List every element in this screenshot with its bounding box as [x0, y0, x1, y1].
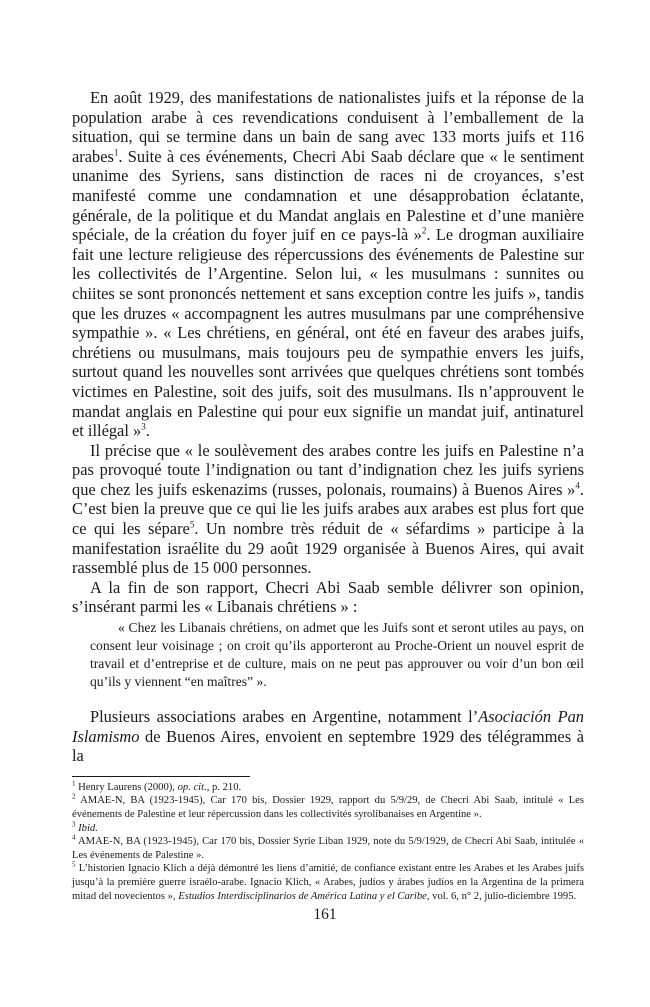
footnote-text: AMAE-N, BA (1923-1945), Car 170 bis, Dossier 1929, rapport du 5/9/29, de Checri Abi Saab, intitulé « Les événements de Palestine et leur répercussion dans les collectivités syrolibanaises en Argentine ». [72, 795, 584, 820]
footnote-number: 4 [72, 833, 76, 842]
footnotes [72, 781, 584, 903]
footnote-emphasis: op. cit. [177, 781, 207, 793]
footnote-number: 5 [72, 860, 76, 869]
paragraph-text: de Buenos Aires, envoient en septembre 1929 des télégrammes à la [72, 726, 584, 766]
footnote-separator [72, 776, 250, 777]
page-number: 161 [313, 906, 337, 923]
emphasis-text: Asociación Pan Islamismo [72, 707, 584, 746]
paragraph-1 [72, 88, 584, 441]
paragraph-text: . [145, 421, 150, 441]
block-quote: « Chez les Libanais chrétiens, on admet que les Juifs sont et seront utiles au pays, on consent leur voisinage ; on croit qu’ils apporteront au Proche-Orient un nouvel esprit de travail et d’entreprise et de culture, mais on ne peut pas approuver ou voir d’un bon œil qu’ils y viennent “en maîtres” ». [90, 620, 584, 690]
footnote-text: L’historien Ignacio Klich a déjà démontré les liens d’amitié, de confiance existant entre les Arabes et les Arabes juifs jusqu’à la première guerre israélo-arabe. Ignacio Klich, « Arabes, judíos y árabes judíos en la Argentina de la primera mitad del novecientos », [72, 863, 584, 902]
footnote-4 [72, 835, 584, 862]
footnote-number: 1 [72, 779, 76, 788]
footnote-3 [72, 822, 584, 836]
footnote-number: 2 [72, 792, 76, 801]
paragraph-text: . Un nombre très réduit de « séfardims » participe à la manifestation israélite du 29 août 1929 organisée à Buenos Aires, qui avait rassemblé plus de 15 000 personnes. [72, 519, 584, 578]
footnote-ref-1[interactable]: 1 [113, 147, 119, 158]
paragraph-text: . Le drogman auxiliaire fait une lecture religieuse des répercussions des événements de Palestine sur les collectivités de l’Argentine. Selon lui, « les musulmans : sunnites ou chiites se sont prononcés nettement et sans exception contre les juifs », tandis que les druzes « accompagnent les autres musulmans par une compréhensive sympathie ». « Les chrétiens, en général, ont été en faveur des arabes juifs, chrétiens ou musulmans, mais toujours peu de sympathie envers les juifs, surtout quand les nouvelles sont arrivées que quelques chrétiens sont tombés victimes en Palestine, soit des juifs, soit des musulmans. Ils n’approuvent le mandat anglais en Palestine qui pour eux signifie un mandat juif, antinaturel et illégal » [72, 225, 584, 441]
footnote-number: 3 [72, 820, 76, 829]
paragraph-4 [72, 707, 584, 766]
footnote-ref-2[interactable]: 2 [421, 225, 427, 236]
footnote-text: , vol. 6, n° 2, julio-diciembre 1995. [426, 890, 577, 902]
paragraph-text: Plusieurs associations arabes en Argentine, notamment l’ [90, 707, 479, 727]
footnote-text: Henry Laurens (2000), [78, 781, 178, 793]
page-body [72, 88, 584, 903]
paragraph-text: . Suite à ces événements, Checri Abi Saab déclare que « le sentiment unanime des Syriens, sans distinction de races ni de croyances, s’est manifesté comme une condamnation et une désapprobation éclatante, générale, de la politique et du Mandat anglais en Palestine et d’une manière spéciale, de la création du foyer juif en ce pays-là » [72, 146, 584, 245]
paragraph-text: . C’est bien la preuve que ce qui lie les juifs arabes aux arabes est plus fort que ce qui les sépare [72, 479, 584, 539]
footnote-text: , p. 210. [206, 781, 242, 793]
paragraph-3: A la fin de son rapport, Checri Abi Saab semble délivrer son opinion, s’insérant parmi les « Libanais chrétiens » : [72, 577, 584, 617]
footnote-ref-3[interactable]: 3 [141, 421, 146, 432]
footnote-emphasis: Ibid. [78, 822, 98, 834]
footnote-ref-4[interactable]: 4 [575, 480, 580, 491]
footnote-1 [72, 781, 584, 795]
paragraph-text: Il précise que « le soulèvement des arabes contre les juifs en Palestine n’a pas provoqué toute l’indignation ou tant d’indignation chez les juifs syriens que chez les juifs eskenazims (russes, polonais, roumains) à Buenos Aires » [72, 440, 584, 499]
footnote-emphasis: Estudios Interdisciplinarios de América Latina y el Caribe [178, 890, 427, 902]
footnote-ref-5[interactable]: 5 [189, 519, 195, 530]
paragraph-2 [72, 441, 584, 578]
footnote-2 [72, 794, 584, 821]
paragraph-text: En août 1929, des manifestations de nationalistes juifs et la réponse de la population arabe à ces revendications conduisent à l’emballement de la situation, qui se termine dans un bain de sang avec 133 morts juifs et 116 arabes [72, 88, 584, 166]
footnote-5 [72, 862, 584, 903]
footnote-text: AMAE-N, BA (1923-1945), Car 170 bis, Dossier Syrie Liban 1929, note du 5/9/1929, de Checri Abi Saab, intitulée « Les événements de Palestine ». [72, 836, 584, 861]
